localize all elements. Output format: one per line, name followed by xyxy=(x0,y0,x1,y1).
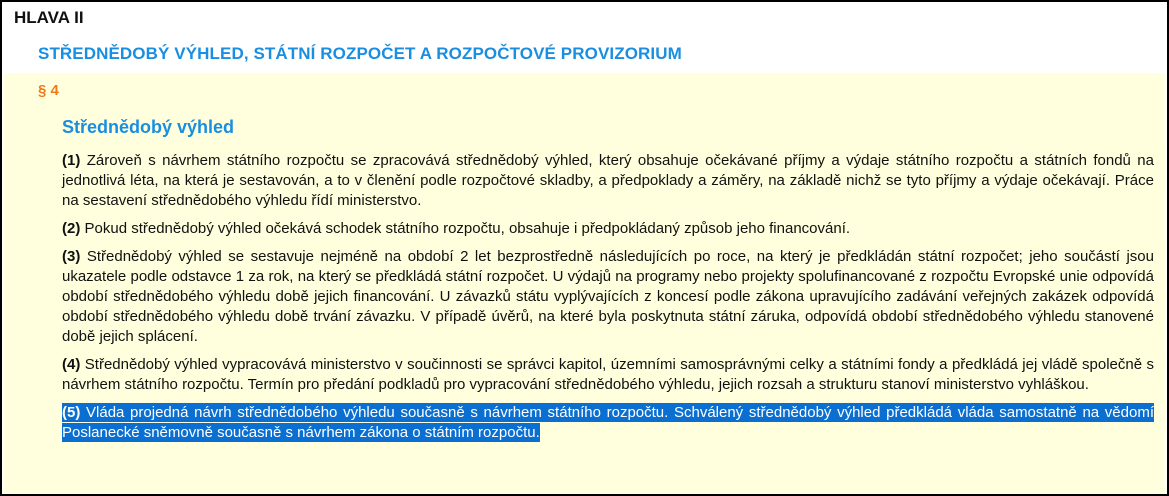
paragraph-number: (5) xyxy=(62,404,81,421)
paragraph-number: (4) xyxy=(62,356,81,373)
chapter-label: HLAVA II xyxy=(14,8,84,27)
paragraph-number: (2) xyxy=(62,220,81,237)
text-selection[interactable] xyxy=(62,403,1154,442)
paragraph-number: (3) xyxy=(62,248,81,265)
paragraph-text: Střednědobý výhled se sestavuje nejméně na období 2 let bezprostředně následujících po roce, na který je předkládán státní rozpočet; jeho součástí jsou ukazatele podle odstavce 1 za rok, na který se předkládá státní rozpočet. U výdajů na programy nebo projekty spolufinancované z rozpočtu Evropské unie odpovídá období střednědobého výhledu době jejich financování. U závazků státu vyplývajících z koncesí podle zákona upravujícího zadávání veřejných zakázek odpovídá období střednědobého výhledu době trvání závazku. V případě úvěrů, na které byla poskytnuta státní záruka, odpovídá období střednědobého výhledu stanovené době jejich splácení. xyxy=(62,248,1154,345)
paragraph-4[interactable] xyxy=(62,355,1154,395)
paragraph-1[interactable] xyxy=(62,151,1154,211)
chapter-title: STŘEDNĚDOBÝ VÝHLED, STÁTNÍ ROZPOČET A ROZPOČTOVÉ PROVIZORIUM xyxy=(38,44,682,63)
paragraph-text: Pokud střednědobý výhled očekává schodek státního rozpočtu, obsahuje i předpokládaný způsob jeho financování. xyxy=(80,220,851,237)
section-title: Střednědobý výhled xyxy=(62,117,235,137)
paragraph-list xyxy=(62,151,1154,443)
paragraph-text: Střednědobý výhled vypracovává ministerstvo v součinnosti se správci kapitol, územními samosprávnými celky a státními fondy a předkládá jej vládě společně s návrhem státního rozpočtu. Termín pro předání podkladů pro vypracování střednědobého výhledu, jejich rozsah a strukturu stanoví ministerstvo vyhláškou. xyxy=(62,356,1154,393)
paragraph-5-selected[interactable] xyxy=(62,403,1154,443)
paragraph-number: (1) xyxy=(62,152,81,169)
section-block xyxy=(4,73,1165,496)
paragraph-3[interactable] xyxy=(62,247,1154,347)
paragraph-text: Zároveň s návrhem státního rozpočtu se zpracovává střednědobý výhled, který obsahuje očekávané příjmy a výdaje státního rozpočtu a státních fondů na jednotlivá léta, na která je sestavován, a to v členění podle rozpočtové skladby, a předpoklady a záměry, na základě nichž se tyto příjmy a výdaje očekávají. Práce na sestavení střednědobého výhledu řídí ministerstvo. xyxy=(62,152,1154,209)
section-number: § 4 xyxy=(38,82,59,99)
paragraph-text: Vláda projedná návrh střednědobého výhledu současně s návrhem státního rozpočtu. Schválený střednědobý výhled předkládá vláda samostatně na vědomí Poslanecké sněmovně současně s návrhem zákona o státním rozpočtu. xyxy=(62,404,1154,441)
paragraph-2[interactable] xyxy=(62,219,1154,239)
